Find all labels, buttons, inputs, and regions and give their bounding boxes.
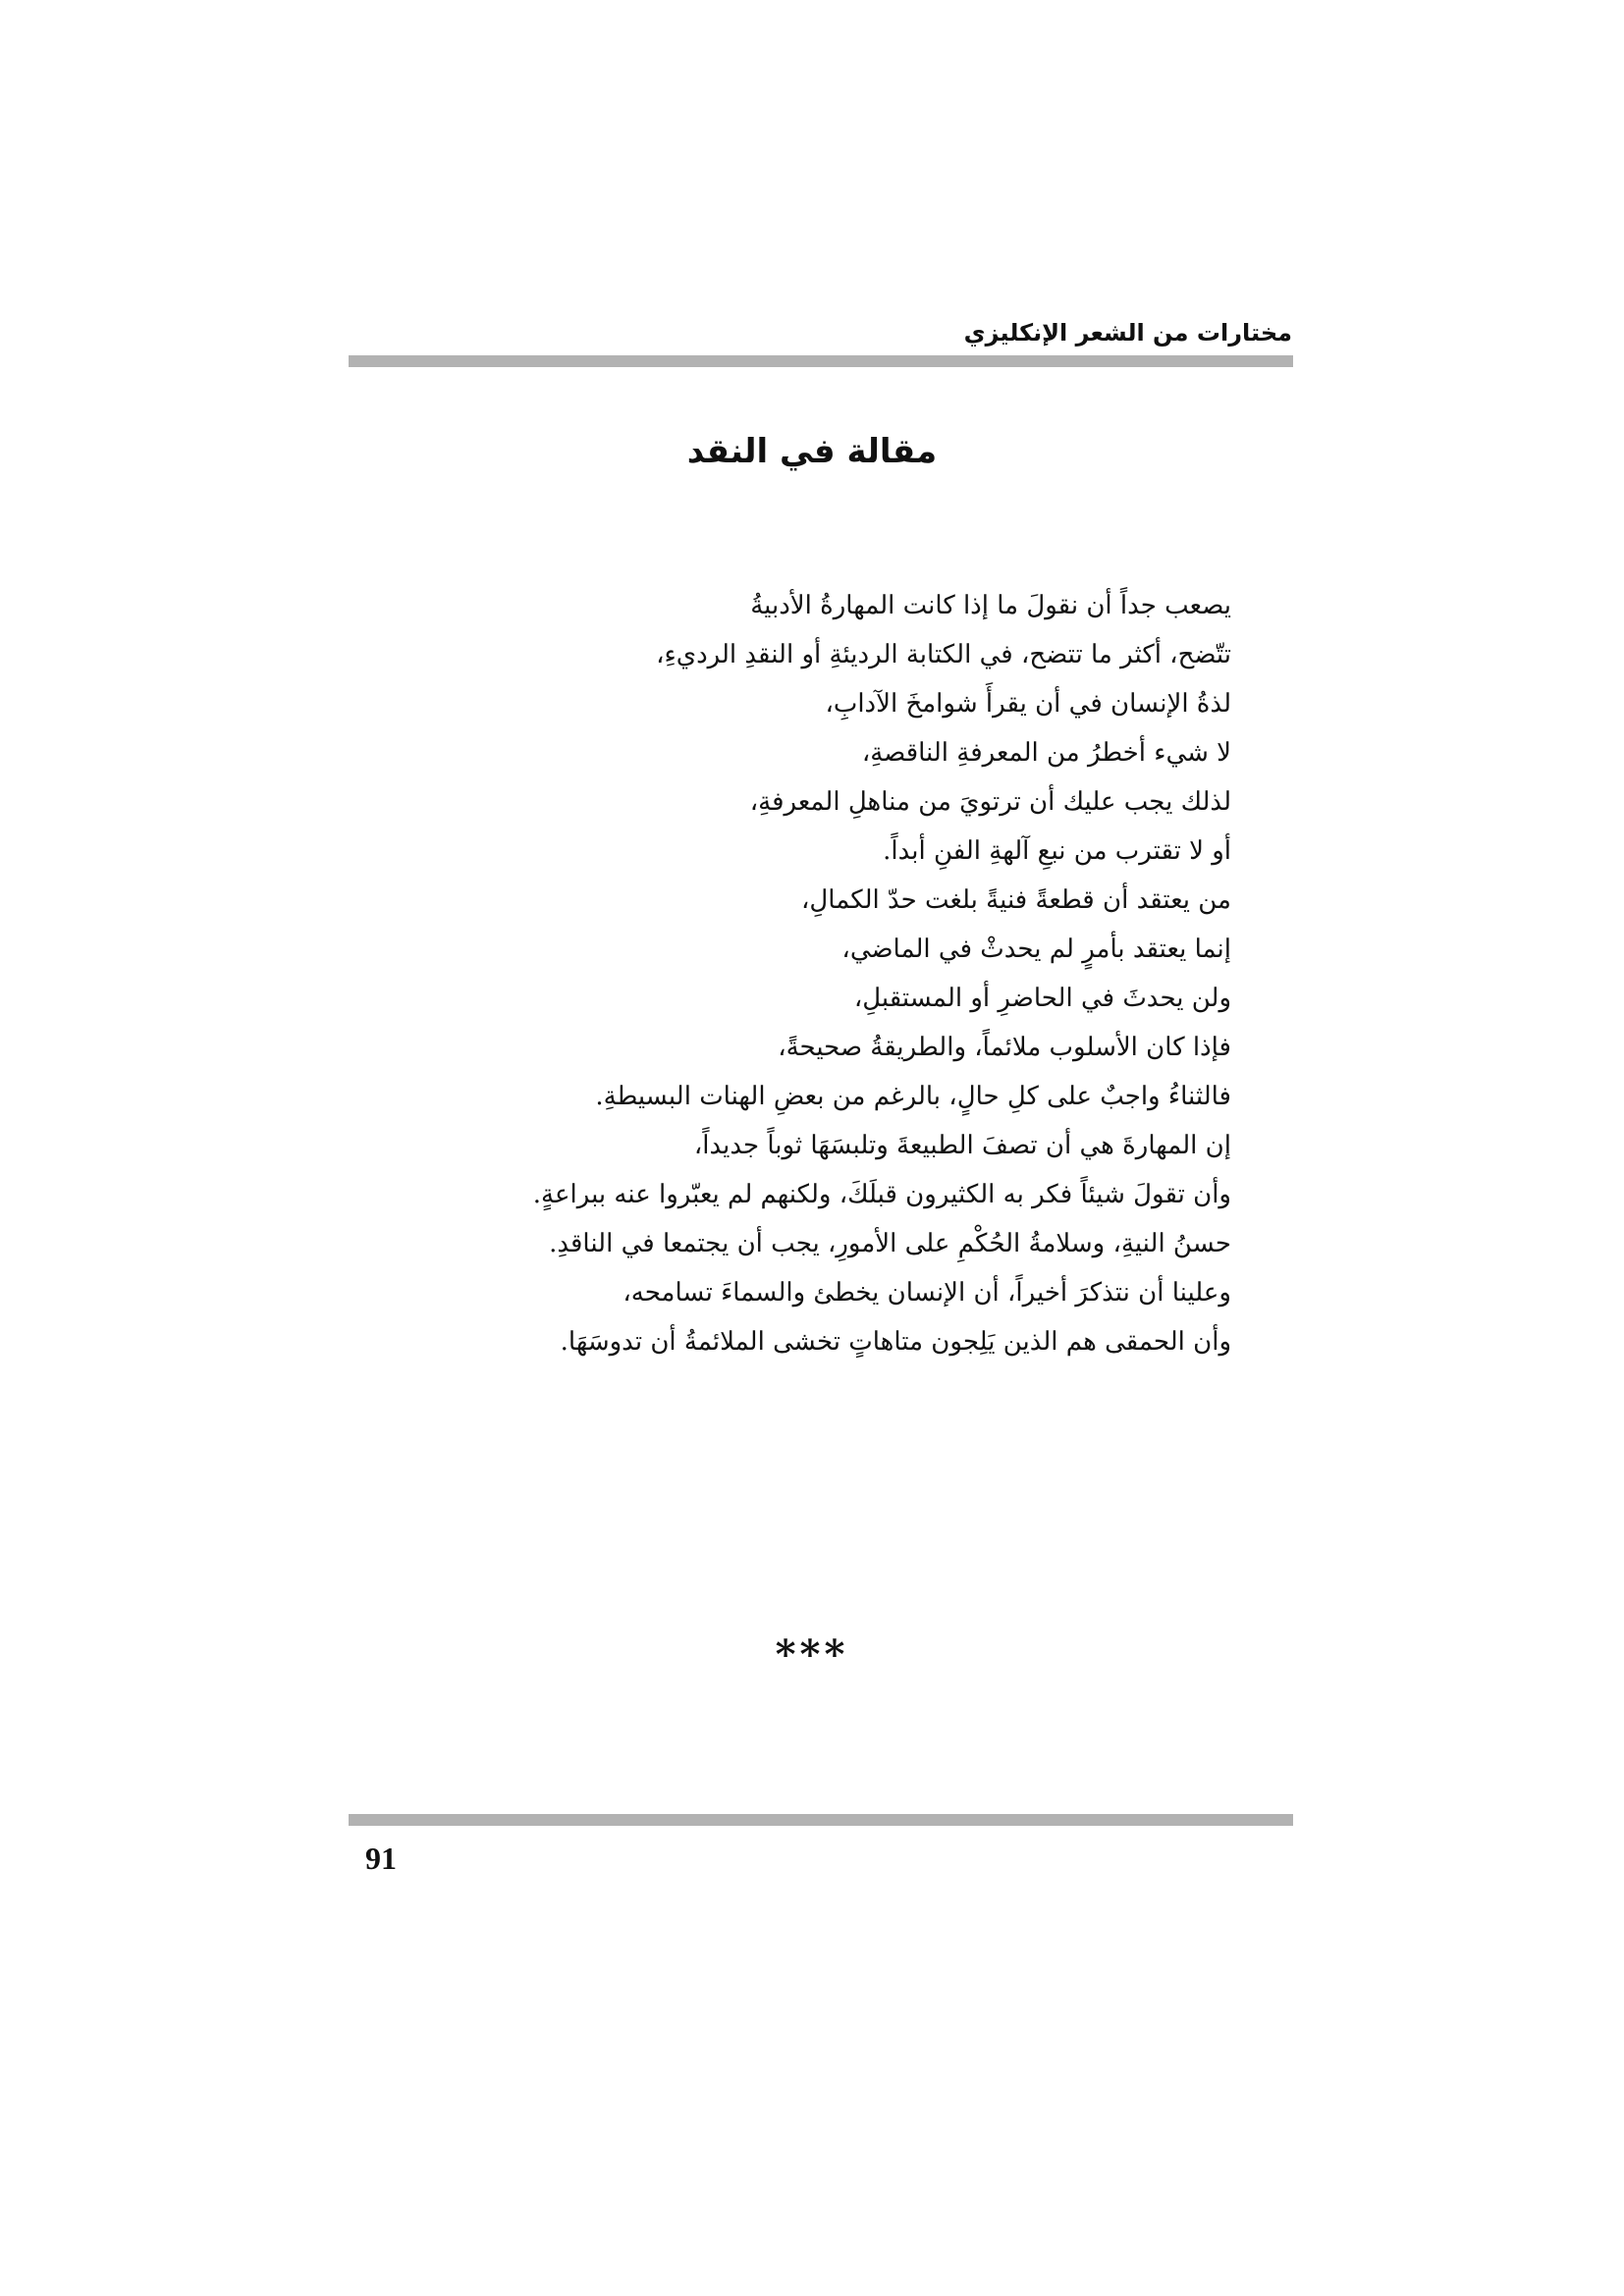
poem-line: وعلينا أن نتذكرَ أخيراً، أن الإنسان يخطئ والسماءَ تسامحه،	[623, 1278, 1231, 1308]
poem-line: فإذا كان الأسلوب ملائماً، والطريقةُ صحيحةً،	[778, 1033, 1231, 1062]
poem-line: تتّضح، أكثر ما تتضح، في الكتابة الرديئةِ أو النقدِ الرديءِ،	[656, 640, 1231, 669]
poem-line: لا شيء أخطرُ من المعرفةِ الناقصةِ،	[861, 738, 1231, 768]
header-rule	[349, 355, 1293, 367]
poem-line: فالثناءُ واجبٌ على كلِ حالٍ، بالرغم من بعضِ الهنات البسيطةِ.	[595, 1082, 1231, 1111]
poem-line: أو لا تقترب من نبعِ آلهةِ الفنِ أبداً.	[883, 836, 1231, 866]
poem-title: مقالة في النقد	[686, 432, 938, 471]
poem-line: لذلك يجب عليك أن ترتويَ من مناهلِ المعرفةِ،	[749, 787, 1231, 817]
page-number: 91	[365, 1841, 397, 1876]
section-separator: ***	[775, 1631, 849, 1678]
poem-line: حسنُ النيةِ، وسلامةُ الحُكْمِ على الأمورِ، يجب أن يجتمعا في الناقدِ.	[549, 1229, 1231, 1258]
poem-line: إن المهارةَ هي أن تصفَ الطبيعةَ وتلبسَهَا ثوباً جديداً،	[693, 1131, 1231, 1160]
poem-line: إنما يعتقد بأمرٍ لم يحدثْ في الماضي،	[841, 934, 1231, 964]
running-header: مختارات من الشعر الإنكليزي	[963, 319, 1292, 347]
footer-rule	[349, 1814, 1293, 1826]
poem-line: وأن الحمقى هم الذين يَلِجون متاهاتٍ تخشى الملائمةُ أن تدوسَهَا.	[560, 1327, 1231, 1357]
poem-line: لذةُ الإنسان في أن يقرأَ شوامخَ الآدابِ،	[825, 689, 1231, 719]
poem-line: وأن تقولَ شيئاً فكر به الكثيرون قبلَكَ، ولكنهم لم يعبّروا عنه ببراعةٍ.	[532, 1180, 1231, 1209]
poem-line: ولن يحدثَ في الحاضرِ أو المستقبلِ،	[853, 984, 1231, 1013]
poem-line: يصعب جداً أن نقولَ ما إذا كانت المهارةُ الأدبيةُ	[750, 591, 1231, 620]
poem-body	[348, 581, 1231, 1366]
poem-line: من يعتقد أن قطعةً فنيةً بلغت حدّ الكمالِ،	[801, 885, 1231, 915]
